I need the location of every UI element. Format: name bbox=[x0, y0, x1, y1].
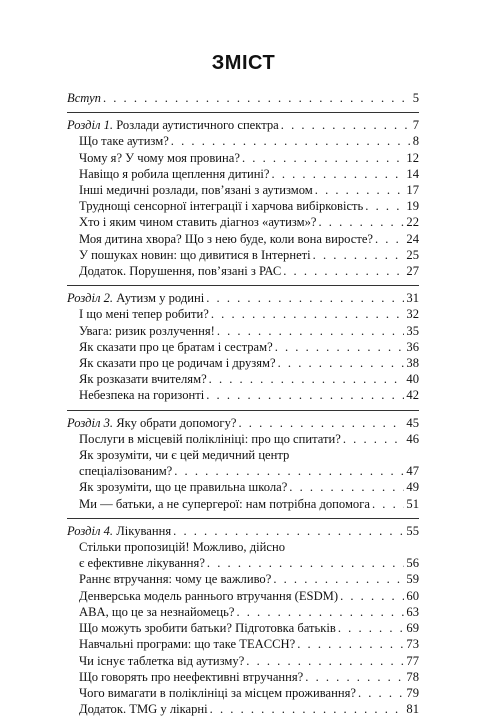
dot-leader bbox=[173, 523, 404, 539]
dot-leader bbox=[318, 214, 404, 230]
toc-entry-page: 24 bbox=[406, 231, 419, 246]
toc-entry-label: Чому я? У чому моя провина? bbox=[79, 150, 240, 165]
toc-entry-label: Ми — батьки, а не супергерої: нам потрібна допомога bbox=[79, 496, 370, 511]
toc-entry-label: Додаток. TMG у лікарні bbox=[79, 702, 208, 717]
toc-entry-page: 51 bbox=[406, 496, 419, 511]
toc-entry-label: Небезпека на горизонті bbox=[79, 388, 205, 403]
toc-entry-page: 49 bbox=[406, 480, 419, 495]
toc-entry[interactable] bbox=[67, 133, 419, 149]
toc-entry[interactable] bbox=[67, 150, 419, 166]
toc-entry-page: 12 bbox=[406, 150, 419, 165]
dot-leader bbox=[297, 636, 404, 652]
toc-entry-page: 63 bbox=[406, 604, 419, 619]
dot-leader bbox=[206, 290, 404, 306]
toc-entry[interactable] bbox=[67, 496, 419, 512]
toc-entry-label: Що таке аутизм? bbox=[79, 134, 169, 149]
section-prefix: Розділ 4. bbox=[67, 523, 114, 538]
section-divider bbox=[67, 112, 419, 113]
toc-entry[interactable] bbox=[67, 653, 419, 669]
section-prefix: Розділ 2. bbox=[67, 291, 114, 306]
toc-entry-page: 19 bbox=[406, 199, 419, 214]
dot-leader bbox=[281, 117, 411, 133]
toc-entry-page: 73 bbox=[406, 637, 419, 652]
toc-entry-page: 8 bbox=[412, 134, 419, 149]
dot-leader bbox=[289, 479, 404, 495]
toc-entry-page: 60 bbox=[406, 588, 419, 603]
section-page: 7 bbox=[412, 118, 419, 133]
table-of-contents bbox=[67, 90, 419, 717]
dot-leader bbox=[343, 431, 405, 447]
dot-leader bbox=[236, 604, 404, 620]
toc-entry-label: є ефективне лікування? bbox=[79, 556, 205, 571]
dot-leader bbox=[305, 669, 404, 685]
section-heading[interactable] bbox=[67, 117, 419, 133]
section-divider bbox=[67, 285, 419, 286]
toc-entry-page: 59 bbox=[406, 572, 419, 587]
toc-entry[interactable] bbox=[67, 355, 419, 371]
toc-entry-label: І що мені тепер робити? bbox=[79, 307, 209, 322]
toc-entry[interactable] bbox=[67, 636, 419, 652]
intro-page: 5 bbox=[412, 91, 419, 105]
toc-entry-page: 27 bbox=[406, 264, 419, 279]
dot-leader bbox=[340, 588, 404, 604]
section-title: Аутизм у родині bbox=[113, 291, 205, 306]
toc-entry[interactable] bbox=[67, 431, 419, 447]
intro-label: Вступ bbox=[67, 91, 101, 105]
toc-entry[interactable] bbox=[67, 214, 419, 230]
toc-entry-page: 69 bbox=[406, 621, 419, 636]
dot-leader bbox=[103, 90, 411, 106]
toc-entry[interactable] bbox=[67, 588, 419, 604]
toc-entry[interactable] bbox=[67, 339, 419, 355]
toc-entry[interactable] bbox=[67, 247, 419, 263]
toc-entry-page: 32 bbox=[406, 307, 419, 322]
dot-leader bbox=[278, 355, 405, 371]
toc-entry-label: Чи існує таблетка від аутизму? bbox=[79, 653, 245, 668]
dot-leader bbox=[207, 555, 404, 571]
toc-entry-label: Труднощі сенсорної інтеграції і харчова вибірковість bbox=[79, 199, 364, 214]
toc-entry[interactable] bbox=[67, 371, 419, 387]
toc-entry[interactable] bbox=[67, 198, 419, 214]
toc-entry[interactable] bbox=[67, 669, 419, 685]
toc-entry-label: Як розказати вчителям? bbox=[79, 372, 207, 387]
section-page: 55 bbox=[406, 523, 419, 538]
toc-entry[interactable] bbox=[67, 463, 419, 479]
toc-entry[interactable] bbox=[67, 263, 419, 279]
dot-leader bbox=[275, 339, 405, 355]
dot-leader bbox=[211, 306, 405, 322]
dot-leader bbox=[372, 496, 404, 512]
toc-entry-label: Що можуть зробити батьки? Підготовка батьків bbox=[79, 621, 336, 636]
section-page: 31 bbox=[406, 291, 419, 306]
toc-entry-label: Як зрозуміти, що це правильна школа? bbox=[79, 480, 288, 495]
toc-entry-page: 77 bbox=[406, 653, 419, 668]
toc-entry-page: 36 bbox=[406, 339, 419, 354]
dot-leader bbox=[273, 571, 404, 587]
sections bbox=[67, 112, 419, 717]
toc-entry-label: Моя дитина хвора? Що з нею буде, коли вона виросте? bbox=[79, 231, 373, 246]
toc-entry-label: Навіщо я робила щеплення дитині? bbox=[79, 166, 270, 181]
toc-entry[interactable] bbox=[67, 479, 419, 495]
toc-entry-page: 56 bbox=[406, 556, 419, 571]
toc-entry-page: 22 bbox=[406, 215, 419, 230]
dot-leader bbox=[338, 620, 405, 636]
dot-leader bbox=[209, 371, 405, 387]
toc-entry-page: 25 bbox=[406, 247, 419, 262]
dot-leader bbox=[365, 198, 404, 214]
dot-leader bbox=[239, 415, 405, 431]
dot-leader bbox=[242, 150, 404, 166]
toc-entry-label: Денверська модель раннього втручання (ESDM) bbox=[79, 588, 339, 603]
dot-leader bbox=[246, 653, 404, 669]
toc-entry-page: 14 bbox=[406, 166, 419, 181]
dot-leader bbox=[174, 463, 404, 479]
section-title: Розлади аутистичного спектра bbox=[113, 118, 279, 133]
dot-leader bbox=[375, 231, 404, 247]
toc-entry-page: 38 bbox=[406, 356, 419, 371]
toc-entry[interactable] bbox=[67, 306, 419, 322]
section-prefix: Розділ 1. bbox=[67, 118, 114, 133]
toc-entry-label: У пошуках новин: що дивитися в Інтернеті bbox=[79, 247, 311, 262]
toc-entry-page: 42 bbox=[406, 388, 419, 403]
toc-entry-label: Що говорять про неефективні втручання? bbox=[79, 669, 304, 684]
toc-entry-line[interactable]: Як зрозуміти, чи є цей медичний центр bbox=[79, 448, 290, 463]
toc-entry[interactable] bbox=[67, 182, 419, 198]
section-heading[interactable] bbox=[67, 415, 419, 431]
dot-leader bbox=[358, 685, 404, 701]
toc-entry[interactable] bbox=[67, 387, 419, 403]
toc-entry-label: Чого вимагати в поліклініці за місцем проживання? bbox=[79, 685, 356, 700]
toc-entry-label: Хто і яким чином ставить діагноз «аутизм»? bbox=[79, 215, 317, 230]
toc-entry-label: спеціалізованим? bbox=[79, 464, 173, 479]
toc-entry-page: 40 bbox=[406, 372, 419, 387]
toc-entry[interactable] bbox=[67, 571, 419, 587]
section-divider bbox=[67, 518, 419, 519]
toc-entry-page: 47 bbox=[406, 464, 419, 479]
toc-entry-label: Інші медичні розлади, пов’язані з аутизмом bbox=[79, 183, 313, 198]
toc-entry-label: Як сказати про це братам і сестрам? bbox=[79, 339, 273, 354]
section-heading[interactable] bbox=[67, 523, 419, 539]
toc-entry-line[interactable]: Стільки пропозицій! Можливо, дійсно bbox=[79, 540, 285, 555]
toc-entry[interactable] bbox=[67, 323, 419, 339]
dot-leader bbox=[217, 323, 405, 339]
section-heading[interactable] bbox=[67, 290, 419, 306]
section-page: 45 bbox=[406, 415, 419, 430]
toc-entry[interactable] bbox=[67, 620, 419, 636]
dot-leader bbox=[171, 133, 411, 149]
toc-entry[interactable] bbox=[67, 604, 419, 620]
dot-leader bbox=[206, 387, 404, 403]
section-title: Яку обрати допомогу? bbox=[113, 415, 237, 430]
dot-leader bbox=[283, 263, 404, 279]
toc-entry-page: 35 bbox=[406, 323, 419, 338]
toc-entry[interactable] bbox=[67, 231, 419, 247]
page-title: ЗМІСТ bbox=[211, 52, 276, 74]
toc-entry-label: ABA, що це за незнайомець? bbox=[79, 604, 235, 619]
toc-entry[interactable] bbox=[67, 555, 419, 571]
dot-leader bbox=[210, 701, 405, 717]
toc-entry-label: Послуги в місцевій поліклініці: про що спитати? bbox=[79, 431, 341, 446]
toc-entry-page: 79 bbox=[406, 685, 419, 700]
toc-entry-label: Навчальні програми: що таке TEACCH? bbox=[79, 637, 296, 652]
toc-entry-page: 81 bbox=[406, 702, 419, 717]
toc-entry-page: 46 bbox=[406, 431, 419, 446]
toc-intro[interactable] bbox=[67, 90, 419, 106]
section-divider bbox=[67, 410, 419, 411]
toc-entry-label: Як сказати про це родичам і друзям? bbox=[79, 356, 276, 371]
toc-entry-page: 17 bbox=[406, 183, 419, 198]
toc-entry[interactable] bbox=[67, 166, 419, 182]
section-prefix: Розділ 3. bbox=[67, 415, 114, 430]
toc-entry-page: 78 bbox=[406, 669, 419, 684]
section-title: Лікування bbox=[113, 523, 172, 538]
toc-entry[interactable] bbox=[67, 685, 419, 701]
dot-leader bbox=[313, 247, 405, 263]
toc-entry-label: Увага: ризик розлучення! bbox=[79, 323, 215, 338]
toc-entry[interactable] bbox=[67, 701, 419, 717]
dot-leader bbox=[315, 182, 405, 198]
dot-leader bbox=[272, 166, 405, 182]
toc-entry-label: Додаток. Порушення, пов’язані з РАС bbox=[79, 264, 282, 279]
toc-entry-label: Раннє втручання: чому це важливо? bbox=[79, 572, 272, 587]
